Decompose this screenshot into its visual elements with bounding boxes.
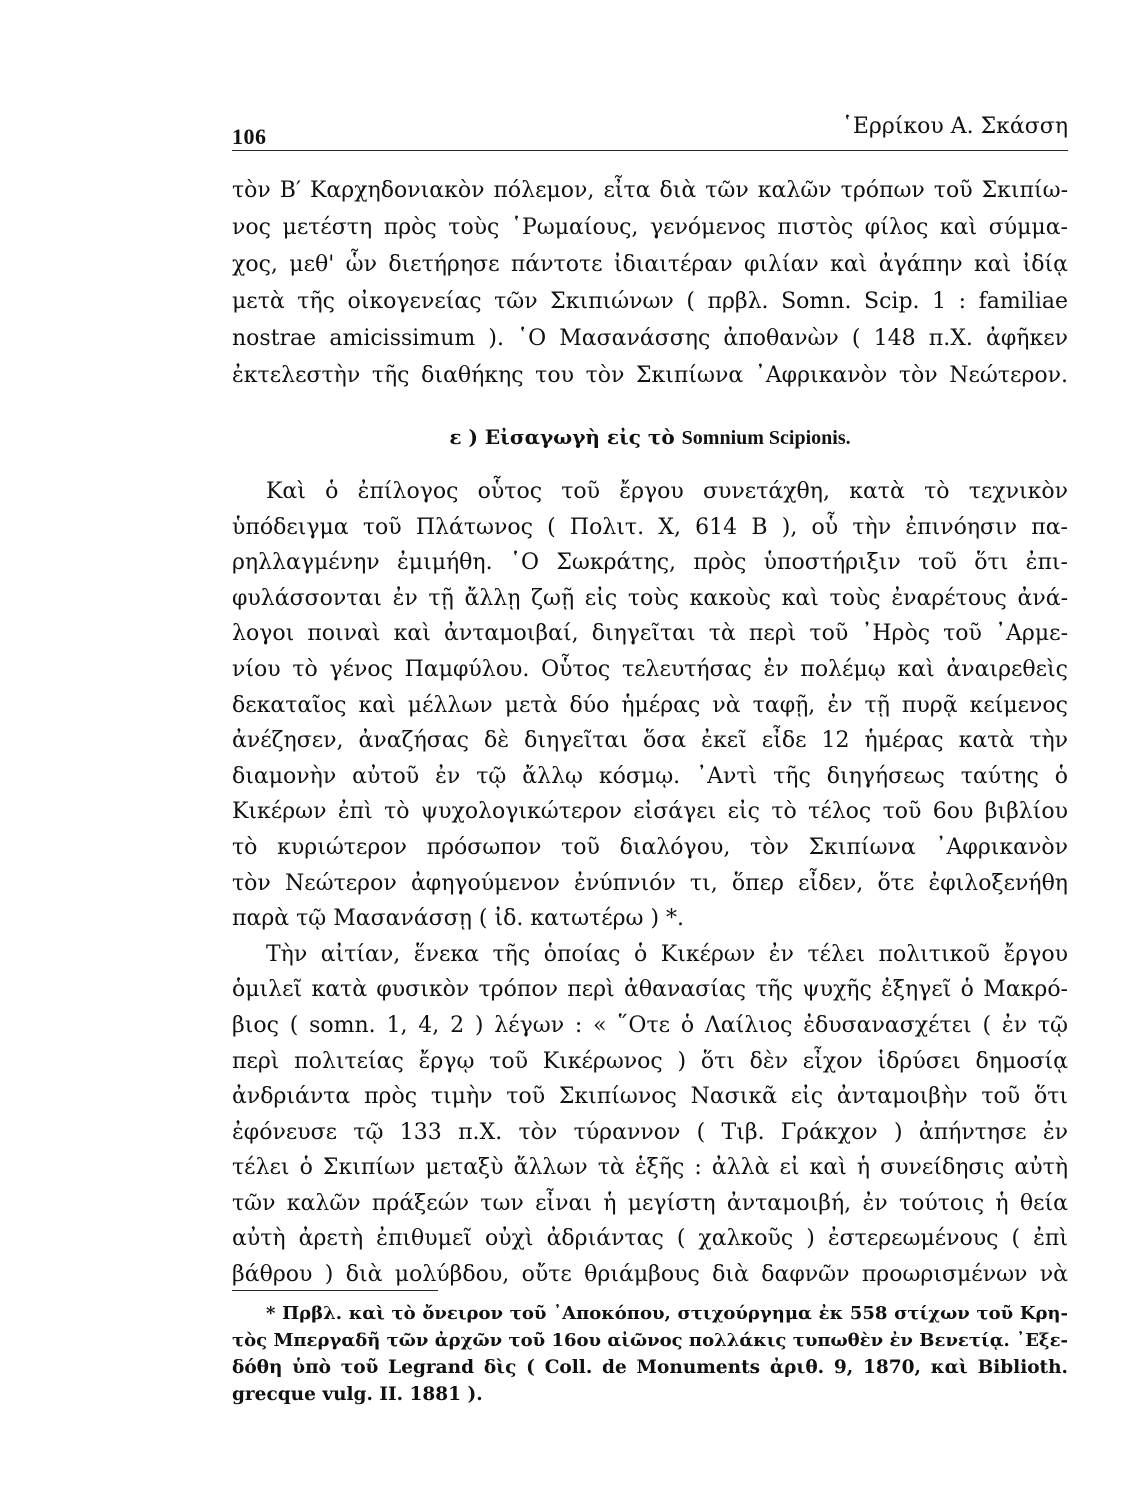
text-line: ἀνέζησεν, ἀναζήσας δὲ διηγεῖται ὅσα ἐκεῖ εἶδε 12 ἡμέρας κατὰ τὴν bbox=[232, 728, 1068, 754]
text-line: ἐκτελεστὴν τῆς διαθήκης του τὸν Σκιπίωνα ᾿Αφρικανὸν τὸν Νεώτερον. bbox=[232, 363, 1068, 388]
running-header-author: ῾Ερρίκου Α. Σκάσση bbox=[841, 114, 1068, 139]
running-header bbox=[232, 114, 1068, 150]
text-line: βάθρου ) διὰ μολύβδου, οὔτε θριάμβους διὰ δαφνῶν προωρισμένων νὰ bbox=[232, 1262, 1068, 1288]
text-line: ὁμιλεῖ κατὰ φυσικὸν τρόπον περὶ ἀθανασίας τῆς ψυχῆς ἐξηγεῖ ὁ Μακρό- bbox=[232, 977, 1068, 1003]
text-line: ἀνδριάντα πρὸς τιμὴν τοῦ Σκιπίωνος Νασικᾶ εἰς ἀνταμοιβὴν τοῦ ὅτι bbox=[232, 1084, 1068, 1110]
footnote-line: τὸς Μπεργαδῆ τῶν ἀρχῶν τοῦ 16ου αἰῶνος πολλάκις τυπωθὲν ἐν Βενετίᾳ. ᾿Εξε- bbox=[232, 1330, 1068, 1351]
text-line: Καὶ ὁ ἐπίλογος οὗτος τοῦ ἔργου συνετάχθη, κατὰ τὸ τεχνικὸν bbox=[266, 479, 1068, 504]
text-line: βιος ( somn. 1, 4, 2 ) λέγων : « ῞Οτε ὁ Λαίλιος ἐδυσανασχέτει ( ἐν τῷ bbox=[232, 1012, 1068, 1038]
footnote-line: * Πρβλ. καὶ τὸ ὄνειρον τοῦ ᾿Αποκόπου, στιχούργημα ἐκ 558 στίχων τοῦ Κρη- bbox=[266, 1303, 1068, 1324]
page-number: 106 bbox=[232, 124, 267, 149]
text-line: ρηλλαγμένην ἐμιμήθη. ῾Ο Σωκράτης, πρὸς ὑποστήριξιν τοῦ ὅτι ἐπι- bbox=[232, 550, 1068, 576]
text-line: περὶ πολιτείας ἔργῳ τοῦ Κικέρωνος ) ὅτι δὲν εἶχον ἱδρύσει δημοσίᾳ bbox=[232, 1048, 1068, 1074]
text-line: μετὰ τῆς οἰκογενείας τῶν Σκιπιώνων ( πρβλ. Somn. Scip. 1 : familiae bbox=[232, 289, 1068, 314]
text-line: τὸν Νεώτερον ἀφηγούμενον ἐνύπνιόν τι, ὅπερ εἶδεν, ὅτε ἐφιλοξενήθη bbox=[232, 870, 1068, 896]
footnote bbox=[232, 1300, 1068, 1408]
text-line: δεκαταῖος καὶ μέλλων μετὰ δύο ἡμέρας νὰ ταφῇ, ἐν τῇ πυρᾷ κείμενος bbox=[232, 692, 1068, 718]
paragraphs-2-3 bbox=[232, 474, 1068, 1293]
footnote-rule bbox=[232, 1290, 438, 1291]
text-line: τὸν Β′ Καρχηδονιακὸν πόλεμον, εἶτα διὰ τῶν καλῶν τρόπων τοῦ Σκιπίω- bbox=[232, 178, 1068, 203]
text-line: αὐτὴ ἀρετὴ ἐπιθυμεῖ οὐχὶ ἀδριάντας ( χαλκοῦς ) ἐστερεωμένους ( ἐπὶ bbox=[232, 1226, 1068, 1252]
text-line: Κικέρων ἐπὶ τὸ ψυχολογικώτερον εἰσάγει εἰς τὸ τέλος τοῦ 6ου βιβλίου bbox=[232, 799, 1068, 825]
text-line: νίου τὸ γένος Παμφύλου. Οὗτος τελευτήσας ἐν πολέμῳ καὶ ἀναιρεθεὶς bbox=[232, 656, 1068, 682]
footnote-line: δόθη ὑπὸ τοῦ Legrand δὶς ( Coll. de Monuments ἀριθ. 9, 1870, καὶ Biblioth. bbox=[232, 1357, 1068, 1378]
footnote-line: grecque vulg. II. 1881 ). bbox=[232, 1384, 483, 1405]
text-line: παρὰ τῷ Μασανάσσῃ ( ἰδ. κατωτέρω ) *. bbox=[232, 906, 685, 932]
text-line: nostrae amicissimum ). ῾Ο Μασανάσσης ἀποθανὼν ( 148 π.Χ. ἀφῆκεν bbox=[232, 326, 1068, 351]
text-line: χος, μεθ' ὧν διετήρησε πάντοτε ἰδιαιτέραν φιλίαν καὶ ἀγάπην καὶ ἰδίᾳ bbox=[232, 252, 1068, 277]
text-line: διαμονὴν αὐτοῦ ἐν τῷ ἄλλῳ κόσμῳ. ᾿Αντὶ τῆς διηγήσεως ταύτης ὁ bbox=[232, 763, 1068, 789]
text-line: νος μετέστη πρὸς τοὺς ῾Ρωμαίους, γενόμενος πιστὸς φίλος καὶ σύμμα- bbox=[232, 215, 1068, 240]
text-line: Τὴν αἰτίαν, ἕνεκα τῆς ὁποίας ὁ Κικέρων ἐν τέλει πολιτικοῦ ἔργου bbox=[266, 941, 1068, 967]
text-line: φυλάσσονται ἐν τῇ ἄλλῃ ζωῇ εἰς τοὺς κακοὺς καὶ τοὺς ἐναρέτους ἀνά- bbox=[232, 585, 1068, 611]
header-rule bbox=[232, 150, 1068, 151]
text-line: ὑπόδειγμα τοῦ Πλάτωνος ( Πολιτ. Χ, 614 Β ), οὗ τὴν ἐπινόησιν πα- bbox=[232, 514, 1068, 540]
section-heading-greek: ε ) Εἰσαγωγὴ εἰς τὸ bbox=[449, 425, 675, 449]
text-line: τὸ κυριώτερον πρόσωπον τοῦ διαλόγου, τὸν Σκιπίωνα ᾿Αφρικανὸν bbox=[232, 834, 1068, 860]
text-line: ἐφόνευσε τῷ 133 π.Χ. τὸν τύραννον ( Τιβ. Γράκχον ) ἀπήντησε ἐν bbox=[232, 1119, 1068, 1145]
paragraph-1 bbox=[232, 172, 1068, 394]
text-line: τῶν καλῶν πράξεών των εἶναι ἡ μεγίστη ἀνταμοιβή, ἐν τούτοις ἡ θεία bbox=[232, 1190, 1068, 1216]
section-heading bbox=[232, 420, 1068, 454]
section-heading-latin: Somnium Scipionis. bbox=[681, 427, 851, 449]
text-line: λογοι ποιναὶ καὶ ἀνταμοιβαί, διηγεῖται τὰ περὶ τοῦ ᾿Ηρὸς τοῦ ᾿Αρμε- bbox=[232, 621, 1068, 647]
text-line: τέλει ὁ Σκιπίων μεταξὺ ἄλλων τὰ ἑξῆς : ἀλλὰ εἰ καὶ ἡ συνείδησις αὐτὴ bbox=[232, 1155, 1068, 1181]
